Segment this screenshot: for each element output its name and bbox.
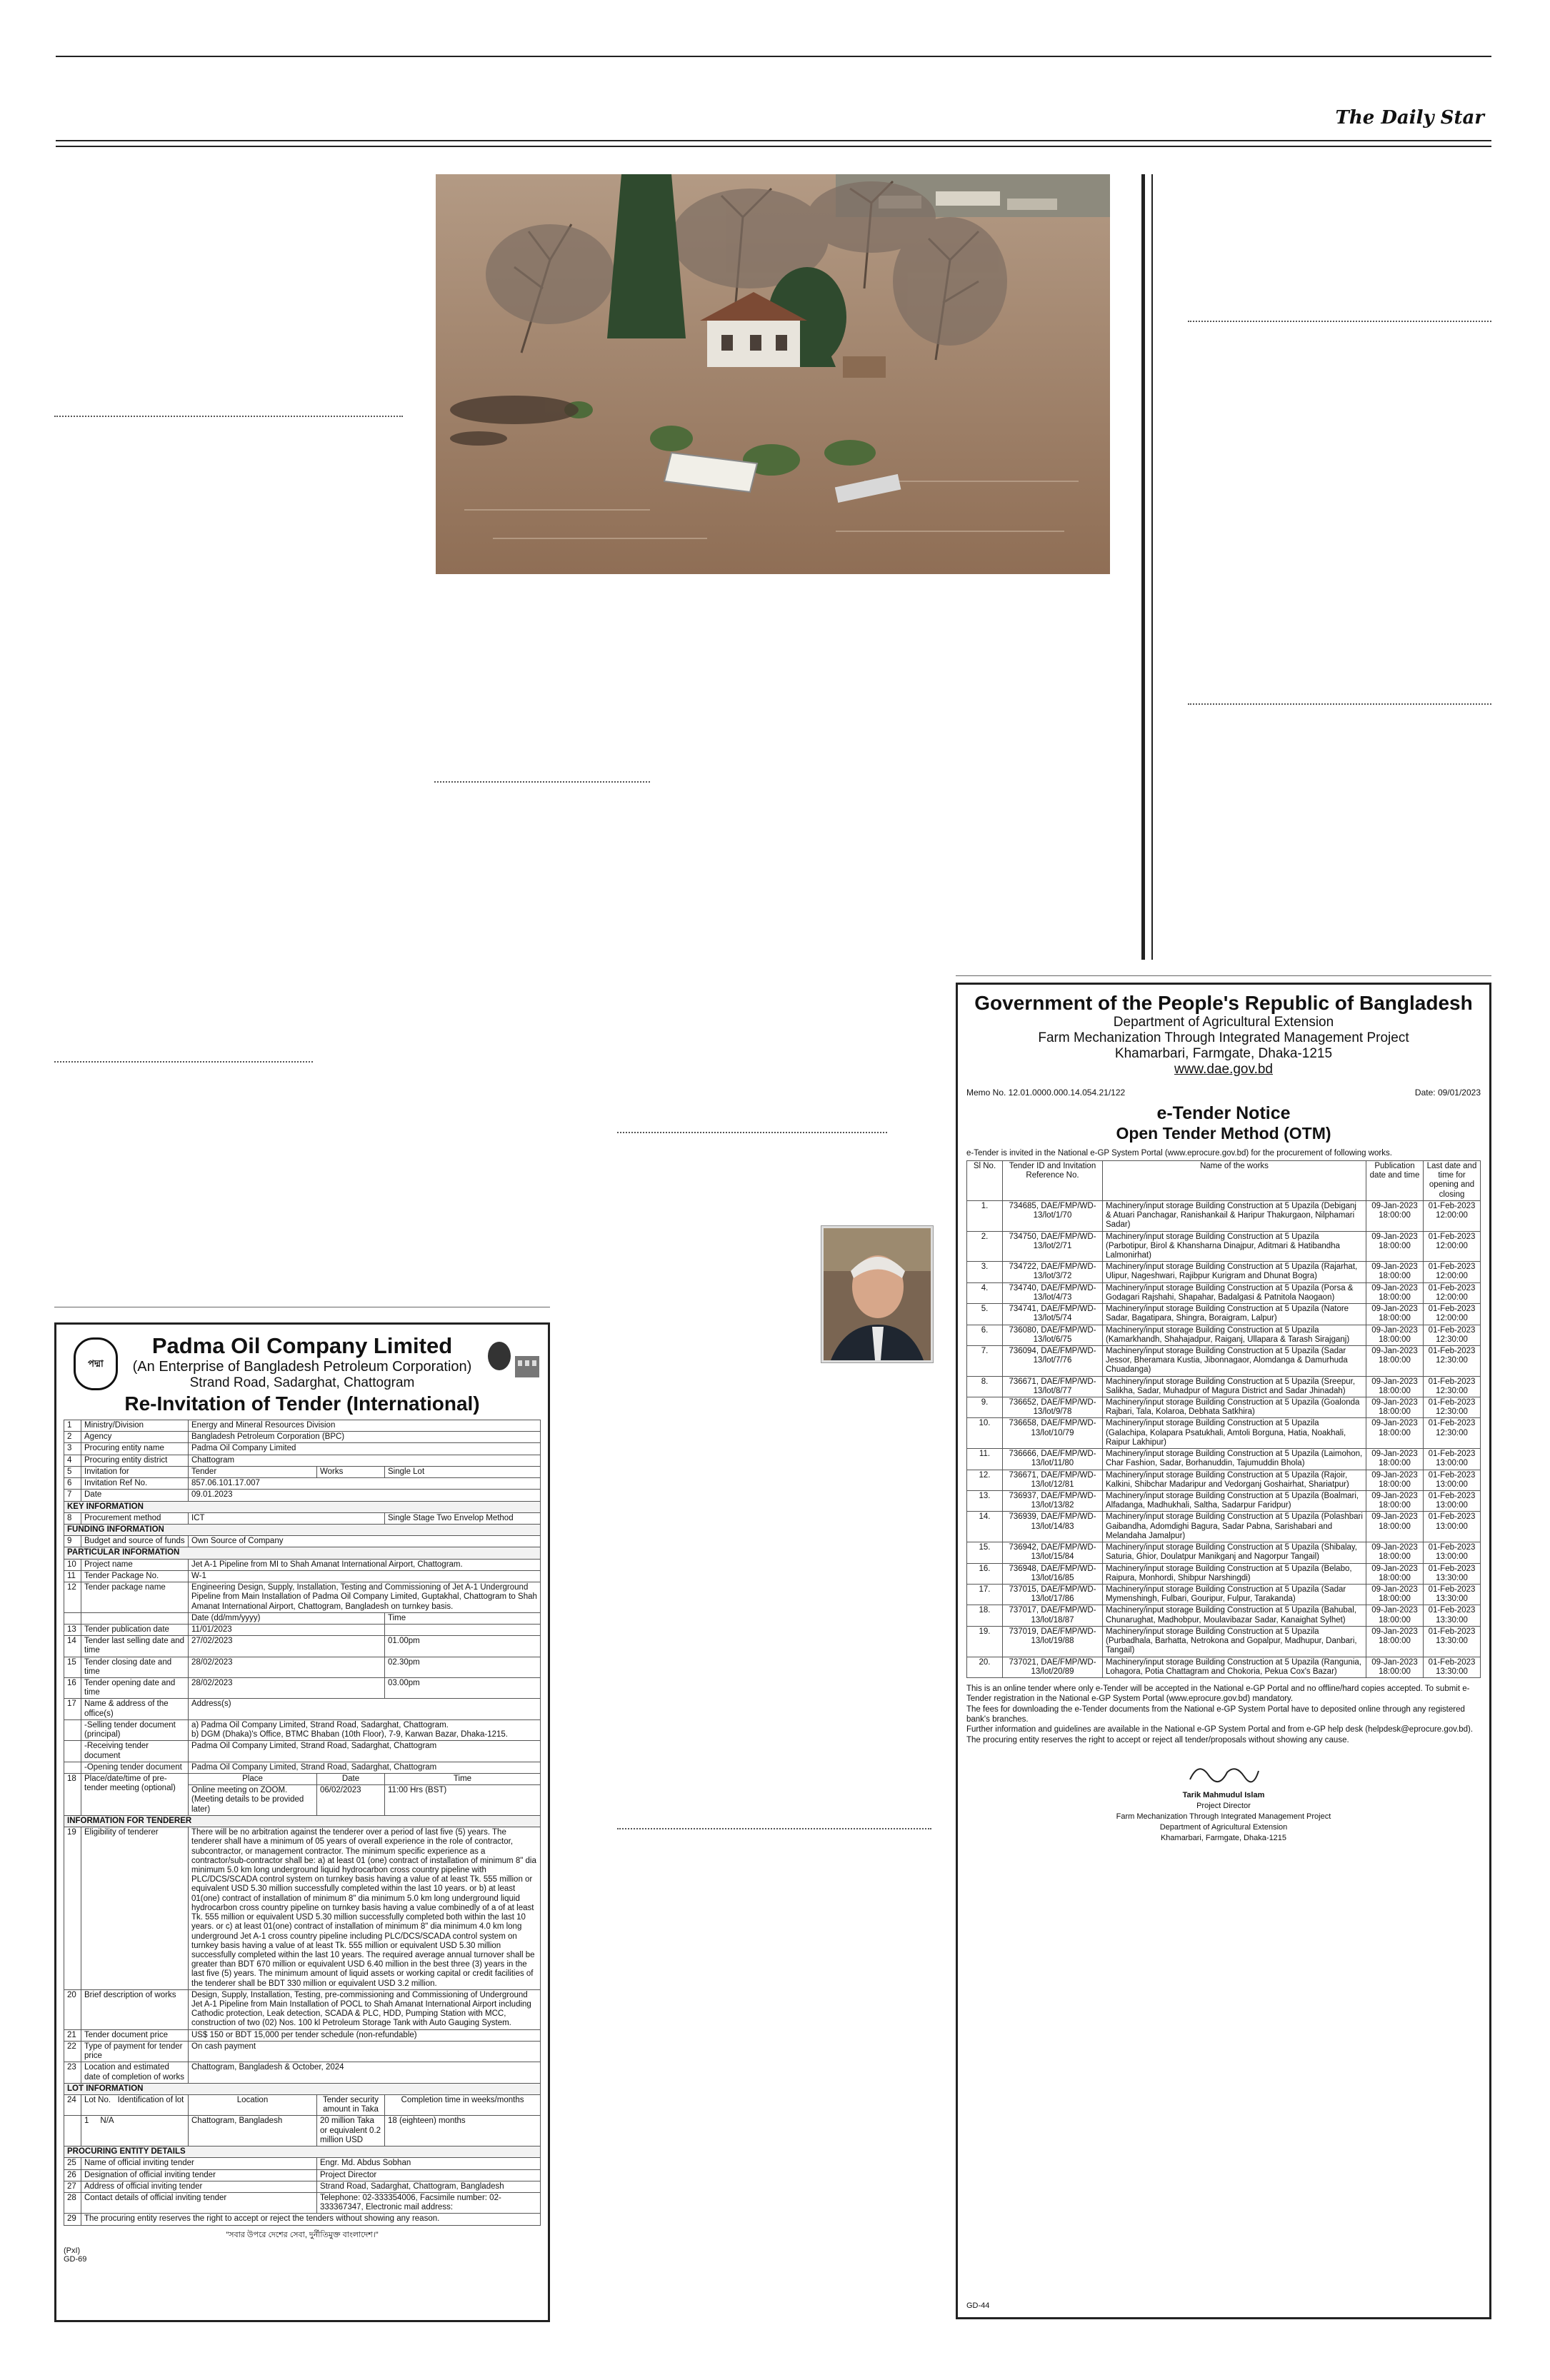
table-header-cell: Publication date and time [1366,1161,1424,1201]
table-row: 20. 737021, DAE/FMP/WD-13/lot/20/89 Machinery/input storage Building Construction at 5 Upazila (Rangunia, Lohagora, Potia Chattagram and Chokoria, Pekua Cox's Bazar) 09-Jan-2023 18:00:00 01-Feb-2023 13:30:00 [967,1657,1481,1677]
table-row: 16 Tender opening date and time 28/02/2023 03.00pm [64,1678,541,1699]
padma-address: Strand Road, Sadarghat, Chattogram [189,1375,415,1390]
signature [966,1758,1481,1790]
table-row: 2. 734750, DAE/FMP/WD-13/lot/2/71 Machinery/input storage Building Construction at 5 Upazila (Parbotipur, Birol & Khansharna Dinajpur, Aditmari & Hatibandha Lalmonirhat) 09-Jan-2023 18:00:00 01-Feb-2023 12:00:00 [967,1231,1481,1262]
column-separator [1141,174,1145,960]
table-row: 17. 737015, DAE/FMP/WD-13/lot/17/86 Machinery/input storage Building Construction at 5 Upazila (Sadar Mymenshingh, Fulbari, Gouripur, Fulpur, Tarakanda) 09-Jan-2023 18:00:00 01-Feb-2023 13:30:00 [967,1584,1481,1605]
table-row: 21 Tender document price US$ 150 or BDT 15,000 per tender schedule (non-refundable) [64,2029,541,2041]
table-row: 27 Address of official inviting tender Strand Road, Sadarghat, Chattogram, Bangladesh [64,2181,541,2192]
table-row: 7. 736094, DAE/FMP/WD-13/lot/7/76 Machinery/input storage Building Construction at 5 Upazila (Sadar Jessor, Bheramara Kustia, Jibonnagaor, Alomdanga & Damurhuda Chuadanga) 09-Jan-2023 18:00:00 01-Feb-2023 12:30:00 [967,1345,1481,1376]
table-row: 11. 736666, DAE/FMP/WD-13/lot/11/80 Machinery/input storage Building Construction at 5 Upazila (Laimohon, Char Fashion, Sadar, Borhanuddin, Tajumuddin Bhola) 09-Jan-2023 18:00:00 01-Feb-2023 13:00:00 [967,1449,1481,1470]
table-row: 13 Tender publication date 11/01/2023 [64,1624,541,1635]
table-row: 1. 734685, DAE/FMP/WD-13/lot/1/70 Machinery/input storage Building Construction at 5 Upazila (Debiganj & Atuari Panchagar, Ranishankail & Haripur Thakurgaon, Nilphamari Sadar) 09-Jan-2023 18:00:00 01-Feb-2023 12:00:00 [967,1200,1481,1231]
table-row: 4. 734740, DAE/FMP/WD-13/lot/4/73 Machinery/input storage Building Construction at 5 Upazila (Porsa & Godagari Rajshahi, Shapahar, Badalgasi & Patnitola Naogaon) 09-Jan-2023 18:00:00 01-Feb-2023 12:00:00 [967,1282,1481,1303]
table-row: PARTICULAR INFORMATION [64,1547,541,1559]
dae-method: Open Tender Method (OTM) [1116,1124,1331,1143]
table-header-cell: Tender ID and Invitation Reference No. [1003,1161,1103,1201]
table-row: KEY INFORMATION [64,1501,541,1512]
dae-website: www.dae.gov.bd [1174,1062,1273,1077]
padma-title: Padma Oil Company Limited [151,1333,453,1358]
table-row: 24 Lot No. Identification of lot Location Tender security amount in Taka Completion time in weeks/months [64,2095,541,2116]
table-row: 1 N/A Chattogram, Bangladesh 20 million Taka or equivalent 0.2 million USD 18 (eighteen) months [64,2116,541,2146]
padma-code: (PxI) GD-69 [64,2246,87,2264]
dae-signer: Tarik Mahmudul Islam Project Director Farm Mechanization Through Integrated Management Project Department of Agricultural Extension Khamarbari, Farmgate, Dhaka-1215 [1116,1791,1331,1842]
article-divider [54,416,403,417]
dae-code: GD-44 [966,2301,990,2310]
table-row: 29 The procuring entity reserves the right to accept or reject the tenders without showing any reason. [64,2214,541,2225]
table-row: 9 Budget and source of funds Own Source of Company [64,1536,541,1547]
dae-notice-title: e-Tender Notice [1156,1103,1291,1123]
table-row: PROCURING ENTITY DETAILS [64,2146,541,2158]
column-separator [1151,174,1153,960]
dae-date: Date: 09/01/2023 [1414,1088,1481,1098]
table-row: 10 Project name Jet A-1 Pipeline from MI to Shah Amanat International Airport, Chattogram. [64,1559,541,1570]
table-row: 8. 736671, DAE/FMP/WD-13/lot/8/77 Machinery/input storage Building Construction at 5 Upazila (Sreepur, Salikha, Sadar, Muhadpur of Magura District and Sadar Jhinadah) 09-Jan-2023 18:00:00 01-Feb-2023 12:30:00 [967,1376,1481,1397]
table-row: INFORMATION FOR TENDERER [64,1815,541,1827]
table-row: 14 Tender last selling date and time 27/02/2023 01.00pm [64,1636,541,1657]
dae-tender-table [966,1160,1481,1678]
table-row: 23 Location and estimated date of completion of works Chattogram, Bangladesh & October, 2024 [64,2062,541,2083]
table-row: 8 Procurement method ICT Single Stage Two Envelop Method [64,1512,541,1524]
table-row: 18 Place/date/time of pre-tender meeting (optional) Place Date Time [64,1774,541,1785]
padma-subtitle: (An Enterprise of Bangladesh Petroleum Corporation) [132,1359,472,1375]
table-row: LOT INFORMATION [64,2083,541,2094]
table-row: Date (dd/mm/yyyy) Time [64,1612,541,1624]
dae-dept: Department of Agricultural Extension [1113,1015,1334,1030]
padma-slogan: "সবার উপরে দেশের সেবা, দুর্নীতিমুক্ত বাংলাদেশ।" [226,2230,379,2239]
table-row: 15. 736942, DAE/FMP/WD-13/lot/15/84 Machinery/input storage Building Construction at 5 Upazila (Shibalay, Saturia, Ghior, Doulatpur Manikganj and Nagorpur Tangail) 09-Jan-2023 18:00:00 01-Feb-2023 13:00:00 [967,1542,1481,1563]
table-row: 15 Tender closing date and time 28/02/2023 02.30pm [64,1657,541,1677]
dae-address: Khamarbari, Farmgate, Dhaka-1215 [1114,1046,1333,1061]
table-row: 14. 736939, DAE/FMP/WD-13/lot/14/83 Machinery/input storage Building Construction at 5 Upazila (Polashbari Gaibandha, Adomdighi Bagura, Sadar Pabna, Sarishabari and Melandaha Jamalpur) 09-Jan-2023 18:00:00 01-Feb-2023 13:00:00 [967,1512,1481,1542]
table-row: FUNDING INFORMATION [64,1524,541,1535]
table-row: 11 Tender Package No. W-1 [64,1570,541,1582]
dae-footer [966,1684,1481,1745]
table-row: 3 Procuring entity name Padma Oil Company Limited [64,1443,541,1455]
table-row: 19. 737019, DAE/FMP/WD-13/lot/19/88 Machinery/input storage Building Construction at 5 Upazila (Purbadhala, Barhatta, Netrokona and Gopalpur, Madhupur, Danbari, Tangail) 09-Jan-2023 18:00:00 01-Feb-2023 13:30:00 [967,1626,1481,1657]
padma-logo: পদ্মা [74,1337,118,1390]
header-rule [56,140,1491,147]
footer-paragraph: This is an online tender where only e-Tender will be accepted in the National e-GP Portal and no offline/hard copies accepted. To submit e-Tender registration in the National e-GP System Portal (www.eprocure.gov.bd) mandatory. [966,1684,1470,1704]
article-divider [1188,703,1491,705]
article-divider [1188,321,1491,322]
table-header-cell: Last date and time for opening and closing [1424,1161,1481,1201]
dae-intro: e-Tender is invited in the National e-GP System Portal (www.eprocure.gov.bd) for the procurement of following works. [966,1149,1392,1158]
table-row: 25 Name of official inviting tender Engr. Md. Abdus Sobhan [64,2158,541,2169]
table-row: 1 Ministry/Division Energy and Mineral Resources Division [64,1420,541,1432]
table-row: 22 Type of payment for tender price On cash payment [64,2041,541,2062]
table-row: 12 Tender package name Engineering Design, Supply, Installation, Testing and Commissioning of Jet A-1 Underground Pipeline from Main Installation of Padma Oil Company Limited, Guptakhal, Chattogram to Shah Amanat International Airport, Chattogram, Bangladesh on turnkey basis. [64,1582,541,1613]
table-row: 17 Name & address of the office(s) Address(s) [64,1699,541,1719]
table-row: 19 Eligibility of tenderer There will be no arbitration against the tenderer over a period of last five (5) years. The tenderer shall have a minimum of 05 years of overall experience in the role of contractor, subcontractor, or management contractor. The minimum specific experience as a contractor/sub-contractor shall be: a) at least 01 (one) contract of installation of minimum 8" dia minimum 5.0 km long underground liquid hydrocarbon cross country pipeline with PLC/DCS/SCADA control system on turnkey basis having a value of at least Tk. 555 million or equivalent USD 5.30 million successfully completed within the last 10 years. or b) at least 01(one) contract of installation of minimum 8" dia minimum 5.0 km long underground liquid hydrocarbon cross country pipeline on turnkey basis having a value combinedly of a of at least Tk. 555 million or equivalent USD 5.30 million successfully completed both within the last 10 years. or c) at least 01(one) contract of installation of minimum 8" dia minimum 4.0 km long underground Jet A-1 cross country pipeline including PLC/DCS/SCADA control system on turnkey basis having a value of at least Tk. 555 million or equivalent USD 5.30 million successfully completed within the last 10 years. The required average annual turnover shall be greater than BDT 670 million or equivalent USD 6.40 million in the best three (3) years in the last five (5) years. The minimum amount of liquid assets or working capital or credit facilities of the tenderer shall be BDT 330 million or equivalent USD 3.2 million. [64,1827,541,1990]
table-row: 26 Designation of official inviting tender Project Director [64,2169,541,2181]
padma-tender-table [64,1420,541,2226]
dae-gov-title: Government of the People's Republic of Bangladesh [974,992,1473,1014]
table-header-cell: Name of the works [1103,1161,1366,1201]
dae-etender-ad [956,983,1491,2319]
table-row: 3. 734722, DAE/FMP/WD-13/lot/3/72 Machinery/input storage Building Construction at 5 Upazila (Rajarhat, Ulipur, Nageshwari, Rajibpur Kurigram and Dhunat Bogra) 09-Jan-2023 18:00:00 01-Feb-2023 12:00:00 [967,1262,1481,1282]
table-row: -Receiving tender document Padma Oil Company Limited, Strand Road, Sadarghat, Chattogram [64,1741,541,1762]
table-row: 7 Date 09.01.2023 [64,1490,541,1501]
footer-paragraph: The procuring entity reserves the right to accept or reject all tender/proposals without showing any cause. [966,1735,1349,1744]
table-row: 5. 734741, DAE/FMP/WD-13/lot/5/74 Machinery/input storage Building Construction at 5 Upazila (Natore Sadar, Bagatipara, Shingra, Boraigram, Lalpur) 09-Jan-2023 18:00:00 01-Feb-2023 12:00:00 [967,1304,1481,1325]
table-row: Online meeting on ZOOM. (Meeting details to be provided later) 06/02/2023 11:00 Hrs (BST) [64,1785,541,1816]
table-row: 28 Contact details of official inviting tender Telephone: 02-333354006, Facsimile number: 02-333367347, Electronic mail address: [64,2192,541,2213]
table-row: 6. 736080, DAE/FMP/WD-13/lot/6/75 Machinery/input storage Building Construction at 5 Upazila (Kamarkhandh, Shahajadpur, Raiganj, Ullapara & Tarash Sirajganj) 09-Jan-2023 18:00:00 01-Feb-2023 12:30:00 [967,1325,1481,1345]
table-row: 10. 736658, DAE/FMP/WD-13/lot/10/79 Machinery/input storage Building Construction at 5 Upazila (Galachipa, Kolapara Psatukhali, Amtoli Borguna, Hatia, Noakhali, Raipur Lakhipur) 09-Jan-2023 18:00:00 01-Feb-2023 12:30:00 [967,1418,1481,1449]
dae-project: Farm Mechanization Through Integrated Management Project [1038,1030,1409,1045]
table-row: 4 Procuring entity district Chattogram [64,1455,541,1466]
portrait-photo [821,1226,933,1362]
footer-paragraph: Further information and guidelines are available in the National e-GP System Portal and from e-GP help desk (helpdesk@eprocure.gov.bd). [966,1725,1474,1734]
table-row: 9. 736652, DAE/FMP/WD-13/lot/9/78 Machinery/input storage Building Construction at 5 Upazila (Goalonda Rajbari, Tala, Kolaroa, Debhata Satkhira) 09-Jan-2023 18:00:00 01-Feb-2023 12:30:00 [967,1397,1481,1418]
dae-memo: Memo No. 12.01.0000.000.14.054.21/122 [966,1088,1126,1098]
table-row: 16. 736948, DAE/FMP/WD-13/lot/16/85 Machinery/input storage Building Construction at 5 Upazila (Belabo, Raipura, Monhordi, Shibpur Narshingdi) 09-Jan-2023 18:00:00 01-Feb-2023 13:30:00 [967,1563,1481,1584]
table-header-row [967,1161,1481,1201]
padma-heading: Re-Invitation of Tender (International) [124,1392,480,1415]
table-row: -Opening tender document Padma Oil Company Limited, Strand Road, Sadarghat, Chattogram [64,1762,541,1773]
table-row: 20 Brief description of works Design, Supply, Installation, Testing, pre-commissioning and Commissioning of Underground Jet A-1 Pipeline from Main Installation of POCL to Shah Amanat International Airport including Cathodic protection, Leak detection, SCADA & PLC, HDD, Pumping Station with MCC, construction of two (02) Nos. 100 kl Petroleum Storage Tank with Auto Gauging System. [64,1989,541,2029]
portrait-emblem [479,1335,541,1390]
footer-paragraph: The fees for downloading the e-Tender documents from the National e-GP System Portal have to deposited online through any registered bank's branches. [966,1704,1465,1724]
table-header-cell: Sl No. [967,1161,1003,1201]
article-divider [434,781,650,783]
table-row: 18. 737017, DAE/FMP/WD-13/lot/18/87 Machinery/input storage Building Construction at 5 Upazila (Bahubal, Chunarughat, Madhobpur, Moulavibazar Sadar, Kanaighat Sylhet) 09-Jan-2023 18:00:00 01-Feb-2023 13:30:00 [967,1605,1481,1626]
masthead-logo: The Daily Star [1335,107,1484,129]
flood-photo [436,174,1110,574]
padma-tender-ad [54,1322,550,2322]
table-row: -Selling tender document (principal) a) Padma Oil Company Limited, Strand Road, Sadarghat, Chattogram. b) DGM (Dhaka)'s Office, BTMC Bhaban (10th Floor), 7-9, Karwan Bazar, Dhaka-1215. [64,1719,541,1740]
table-row: 12. 736671, DAE/FMP/WD-13/lot/12/81 Machinery/input storage Building Construction at 5 Upazila (Rajoir, Kalkini, Shibchar Madaripur and Vedorganj Goshairhat, Shariatpur) 09-Jan-2023 18:00:00 01-Feb-2023 13:00:00 [967,1470,1481,1490]
ad-divider [956,975,1491,976]
article-divider [617,1132,887,1133]
table-row: 5 Invitation for Tender Works Single Lot [64,1466,541,1477]
table-row: 13. 736937, DAE/FMP/WD-13/lot/13/82 Machinery/input storage Building Construction at 5 Upazila (Boalmari, Alfadanga, Madhukhali, Saltha, Sadarpur Faridpur) 09-Jan-2023 18:00:00 01-Feb-2023 13:00:00 [967,1491,1481,1512]
top-rule [56,56,1491,57]
table-row: 2 Agency Bangladesh Petroleum Corporation (BPC) [64,1432,541,1443]
article-divider [617,1828,931,1829]
table-row: 6 Invitation Ref No. 857.06.101.17.007 [64,1478,541,1490]
article-divider [54,1061,313,1063]
